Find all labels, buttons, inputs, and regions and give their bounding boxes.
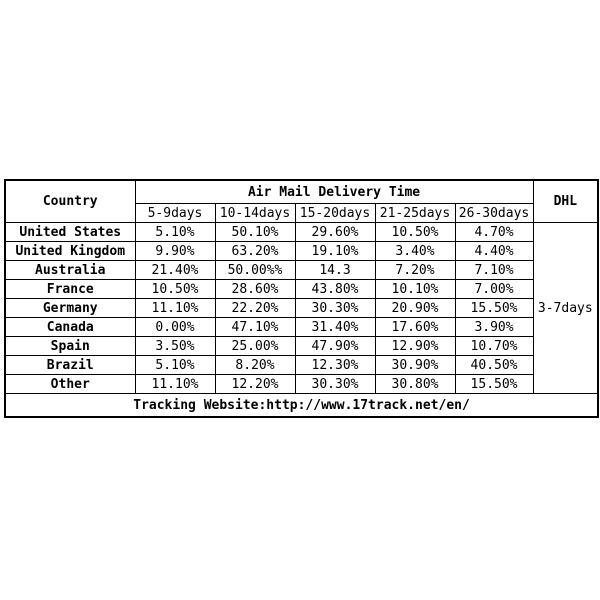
- range-header-10-14days: 10-14days: [215, 204, 295, 223]
- dhl-delivery-days: 3-7days: [533, 223, 598, 394]
- percentage-cell: 10.70%: [455, 337, 533, 356]
- country-name: Brazil: [5, 356, 135, 375]
- table-row: [5, 356, 598, 375]
- percentage-cell: 9.90%: [135, 242, 215, 261]
- country-header: Country: [5, 180, 135, 223]
- table-row: [5, 337, 598, 356]
- country-name: Other: [5, 375, 135, 394]
- percentage-cell: 7.10%: [455, 261, 533, 280]
- percentage-cell: 43.80%: [295, 280, 375, 299]
- range-header-5-9days: 5-9days: [135, 204, 215, 223]
- percentage-cell: 31.40%: [295, 318, 375, 337]
- percentage-cell: 10.50%: [135, 280, 215, 299]
- percentage-cell: 40.50%: [455, 356, 533, 375]
- percentage-cell: 29.60%: [295, 223, 375, 242]
- table-row: [5, 318, 598, 337]
- percentage-cell: 12.30%: [295, 356, 375, 375]
- dhl-header: DHL: [533, 180, 598, 223]
- air-mail-header: Air Mail Delivery Time: [135, 180, 533, 204]
- country-name: Spain: [5, 337, 135, 356]
- percentage-cell: 30.90%: [375, 356, 455, 375]
- range-header-21-25days: 21-25days: [375, 204, 455, 223]
- table-row: [5, 261, 598, 280]
- percentage-cell: 28.60%: [215, 280, 295, 299]
- percentage-cell: 17.60%: [375, 318, 455, 337]
- percentage-cell: 21.40%: [135, 261, 215, 280]
- percentage-cell: 22.20%: [215, 299, 295, 318]
- table-row: [5, 375, 598, 394]
- percentage-cell: 5.10%: [135, 223, 215, 242]
- range-header-15-20days: 15-20days: [295, 204, 375, 223]
- percentage-cell: 20.90%: [375, 299, 455, 318]
- country-name: Germany: [5, 299, 135, 318]
- percentage-cell: 4.40%: [455, 242, 533, 261]
- percentage-cell: 7.00%: [455, 280, 533, 299]
- percentage-cell: 5.10%: [135, 356, 215, 375]
- percentage-cell: 14.3: [295, 261, 375, 280]
- percentage-cell: 4.70%: [455, 223, 533, 242]
- percentage-cell: 11.10%: [135, 299, 215, 318]
- percentage-cell: 50.10%: [215, 223, 295, 242]
- percentage-cell: 47.10%: [215, 318, 295, 337]
- country-name: Canada: [5, 318, 135, 337]
- percentage-cell: 12.90%: [375, 337, 455, 356]
- percentage-cell: 47.90%: [295, 337, 375, 356]
- country-name: United States: [5, 223, 135, 242]
- percentage-cell: 12.20%: [215, 375, 295, 394]
- percentage-cell: 15.50%: [455, 299, 533, 318]
- percentage-cell: 3.50%: [135, 337, 215, 356]
- percentage-cell: 30.30%: [295, 299, 375, 318]
- table-row: [5, 242, 598, 261]
- country-name: Australia: [5, 261, 135, 280]
- percentage-cell: 7.20%: [375, 261, 455, 280]
- country-name: United Kingdom: [5, 242, 135, 261]
- table-row: [5, 223, 598, 242]
- percentage-cell: 50.00%%: [215, 261, 295, 280]
- percentage-cell: 8.20%: [215, 356, 295, 375]
- percentage-cell: 11.10%: [135, 375, 215, 394]
- percentage-cell: 3.40%: [375, 242, 455, 261]
- percentage-cell: 30.30%: [295, 375, 375, 394]
- percentage-cell: 10.50%: [375, 223, 455, 242]
- country-name: France: [5, 280, 135, 299]
- percentage-cell: 19.10%: [295, 242, 375, 261]
- table-row: [5, 280, 598, 299]
- percentage-cell: 0.00%: [135, 318, 215, 337]
- percentage-cell: 10.10%: [375, 280, 455, 299]
- delivery-time-table: [4, 179, 599, 418]
- percentage-cell: 3.90%: [455, 318, 533, 337]
- tracking-website-footer: Tracking Website:http://www.17track.net/en/: [5, 394, 598, 418]
- percentage-cell: 15.50%: [455, 375, 533, 394]
- range-header-26-30days: 26-30days: [455, 204, 533, 223]
- table-row: [5, 299, 598, 318]
- percentage-cell: 30.80%: [375, 375, 455, 394]
- percentage-cell: 25.00%: [215, 337, 295, 356]
- percentage-cell: 63.20%: [215, 242, 295, 261]
